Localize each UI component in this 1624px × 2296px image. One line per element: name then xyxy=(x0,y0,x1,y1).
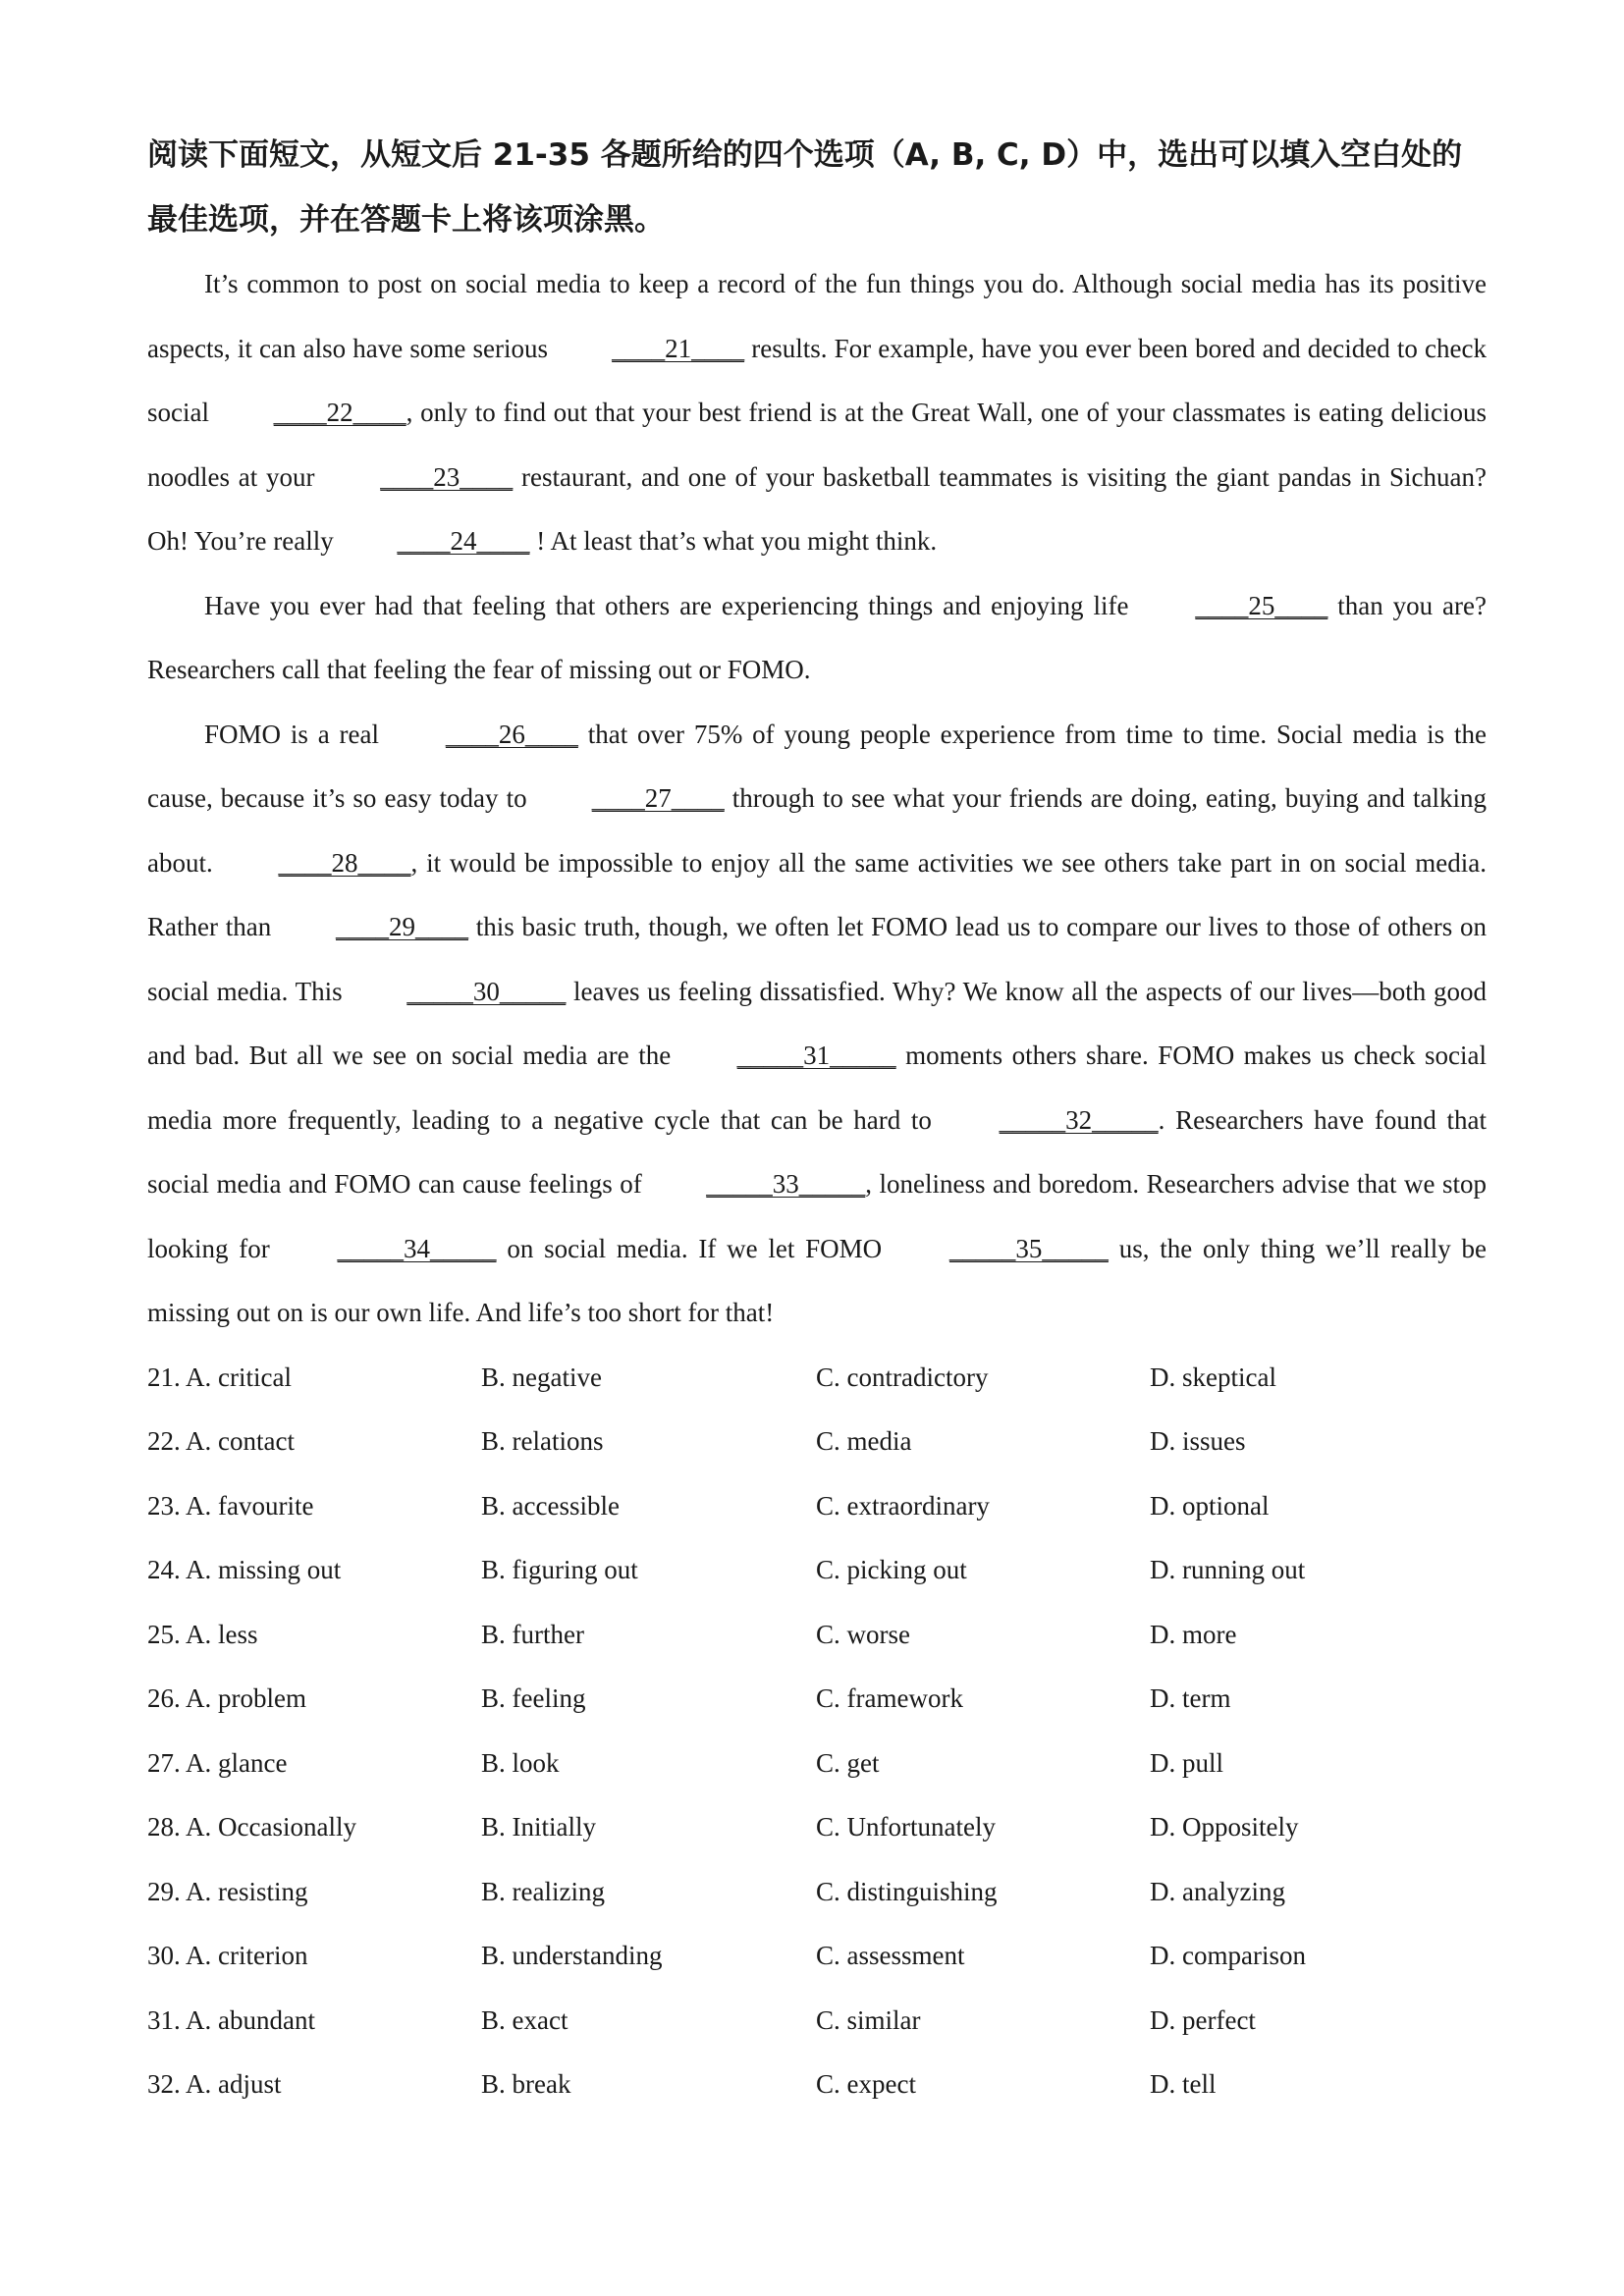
answer-blank: ____28____ xyxy=(278,847,411,878)
option-b: B. further xyxy=(481,1619,584,1649)
option-c: C. similar xyxy=(816,2004,921,2035)
passage xyxy=(147,252,1487,1346)
option-c: C. picking out xyxy=(816,1555,967,1584)
option-b: B. figuring out xyxy=(481,1555,638,1584)
passage-text: , loneliness and boredom. Researchers advise that we stop looking for xyxy=(147,1169,1488,1263)
option-d: D. perfect xyxy=(1150,2004,1256,2035)
option-a: 21. A. critical xyxy=(147,1362,292,1392)
question-options-row xyxy=(147,1989,1487,2054)
option-b: B. negative xyxy=(481,1362,602,1392)
option-a: 29. A. resisting xyxy=(147,1876,308,1906)
option-d: D. Oppositely xyxy=(1150,1812,1299,1842)
answer-blank: ____22____ xyxy=(273,398,406,427)
options-list xyxy=(147,1346,1487,2117)
question-options-row xyxy=(147,1346,1487,1411)
passage-text: . Researchers have found that social media and FOMO can cause feelings of xyxy=(147,1104,1487,1199)
question-options-row xyxy=(147,1603,1487,1668)
option-b: B. look xyxy=(481,1747,560,1778)
option-a: 28. A. Occasionally xyxy=(147,1812,356,1842)
option-b: B. understanding xyxy=(481,1941,663,1970)
option-a: 25. A. less xyxy=(147,1619,258,1649)
option-d: D. more xyxy=(1150,1619,1237,1649)
passage-paragraph xyxy=(147,703,1487,1346)
option-a: 23. A. favourite xyxy=(147,1490,314,1521)
answer-blank: _____31_____ xyxy=(736,1041,896,1070)
option-b: B. feeling xyxy=(481,1683,586,1713)
option-b: B. Initially xyxy=(481,1812,596,1842)
option-c: C. contradictory xyxy=(816,1362,989,1392)
option-d: D. analyzing xyxy=(1150,1876,1285,1906)
option-b: B. exact xyxy=(481,2004,568,2035)
answer-blank: _____34_____ xyxy=(337,1233,497,1263)
option-d: D. running out xyxy=(1150,1555,1306,1584)
option-d: D. pull xyxy=(1150,1747,1224,1778)
option-c: C. framework xyxy=(816,1683,963,1713)
answer-blank: _____32_____ xyxy=(999,1104,1159,1135)
passage-text: this basic truth, though, we often let FOMO lead us to compare our lives to those of others on social media. This xyxy=(147,912,1487,1006)
option-b: B. accessible xyxy=(481,1490,620,1521)
option-a: 24. A. missing out xyxy=(147,1555,342,1584)
question-options-row xyxy=(147,1538,1487,1603)
exam-page xyxy=(147,123,1487,2117)
option-c: C. media xyxy=(816,1426,912,1456)
question-options-row xyxy=(147,1860,1487,1925)
option-b: B. realizing xyxy=(481,1876,605,1906)
answer-blank: ____25____ xyxy=(1195,590,1328,620)
question-options-row xyxy=(147,1667,1487,1732)
option-a: 22. A. contact xyxy=(147,1426,295,1456)
option-d: D. tell xyxy=(1150,2069,1217,2099)
option-a: 32. A. adjust xyxy=(147,2069,282,2099)
question-options-row xyxy=(147,2053,1487,2117)
option-a: 30. A. criterion xyxy=(147,1941,308,1970)
answer-blank: _____30_____ xyxy=(406,976,567,1006)
passage-text: It’s common to post on social media to keep a record of the fun things you do. Although social media has its positive aspects, it can also have some serious xyxy=(147,269,1487,363)
answer-blank: ____21____ xyxy=(612,333,745,363)
passage-text: restaurant, and one of your basketball teammates is visiting the giant pandas in Sichuan? Oh! You’re really xyxy=(147,461,1487,556)
answer-blank: ____29____ xyxy=(336,912,468,941)
passage-paragraph xyxy=(147,574,1487,703)
question-options-row xyxy=(147,1924,1487,1989)
option-c: C. extraordinary xyxy=(816,1490,990,1521)
option-d: D. skeptical xyxy=(1150,1362,1276,1392)
answer-blank: ____27____ xyxy=(591,783,725,813)
passage-text: results. For example, have you ever been bored and decided to check social xyxy=(147,333,1487,427)
answer-blank: ____23____ xyxy=(380,461,514,492)
option-c: C. distinguishing xyxy=(816,1876,998,1906)
option-b: B. relations xyxy=(481,1426,604,1456)
option-c: C. Unfortunately xyxy=(816,1812,996,1842)
passage-text: leaves us feeling dissatisfied. Why? We know all the aspects of our lives—both good and bad. But all we see on social media are the xyxy=(147,976,1487,1070)
option-d: D. term xyxy=(1150,1683,1231,1713)
question-options-row xyxy=(147,1795,1487,1860)
option-c: C. expect xyxy=(816,2069,916,2099)
passage-text: , it would be impossible to enjoy all the same activities we see others take part in on social media. Rather than xyxy=(147,847,1487,941)
passage-text: than you are? Researchers call that feeling the fear of missing out or FOMO. xyxy=(147,590,1487,684)
passage-text: moments others share. FOMO makes us check social media more frequently, leading to a negative cycle that can be hard to xyxy=(147,1041,1487,1135)
passage-text: us, the only thing we’ll really be missing out on is our own life. And life’s too short for that! xyxy=(147,1233,1488,1327)
passage-text: ! At least that’s what you might think. xyxy=(529,526,938,556)
question-options-row xyxy=(147,1474,1487,1539)
option-c: C. get xyxy=(816,1747,880,1778)
answer-blank: ____24____ xyxy=(397,526,530,556)
option-a: 27. A. glance xyxy=(147,1747,288,1778)
option-b: B. break xyxy=(481,2069,571,2099)
passage-paragraph xyxy=(147,252,1487,574)
passage-text: through to see what your friends are doing, eating, buying and talking about. xyxy=(147,783,1487,878)
option-d: D. issues xyxy=(1150,1426,1246,1456)
option-d: D. comparison xyxy=(1150,1941,1306,1970)
passage-text: , only to find out that your best friend is at the Great Wall, one of your classmates is eating delicious noodles at your xyxy=(147,398,1487,492)
option-a: 26. A. problem xyxy=(147,1683,306,1713)
answer-blank: ____26____ xyxy=(445,719,578,749)
instructions: 阅读下面短文，从短文后 21-35 各题所给的四个选项（A, B, C, D）中，选出可以填入空白处的最佳选项，并在答题卡上将该项涂黑。 xyxy=(147,137,1463,238)
question-options-row xyxy=(147,1732,1487,1796)
passage-text: that over 75% of young people experience from time to time. Social media is the cause, because it’s so easy today to xyxy=(147,719,1487,813)
passage-text: on social media. If we let FOMO xyxy=(496,1233,893,1263)
answer-blank: _____35_____ xyxy=(948,1233,1109,1263)
answer-blank: _____33_____ xyxy=(706,1169,866,1199)
passage-text: FOMO is a real xyxy=(204,719,389,749)
option-c: C. worse xyxy=(816,1619,910,1649)
option-a: 31. A. abundant xyxy=(147,2004,315,2035)
question-options-row xyxy=(147,1410,1487,1474)
passage-text: Have you ever had that feeling that others are experiencing things and enjoying life xyxy=(204,590,1139,620)
option-d: D. optional xyxy=(1150,1490,1270,1521)
option-c: C. assessment xyxy=(816,1941,965,1970)
